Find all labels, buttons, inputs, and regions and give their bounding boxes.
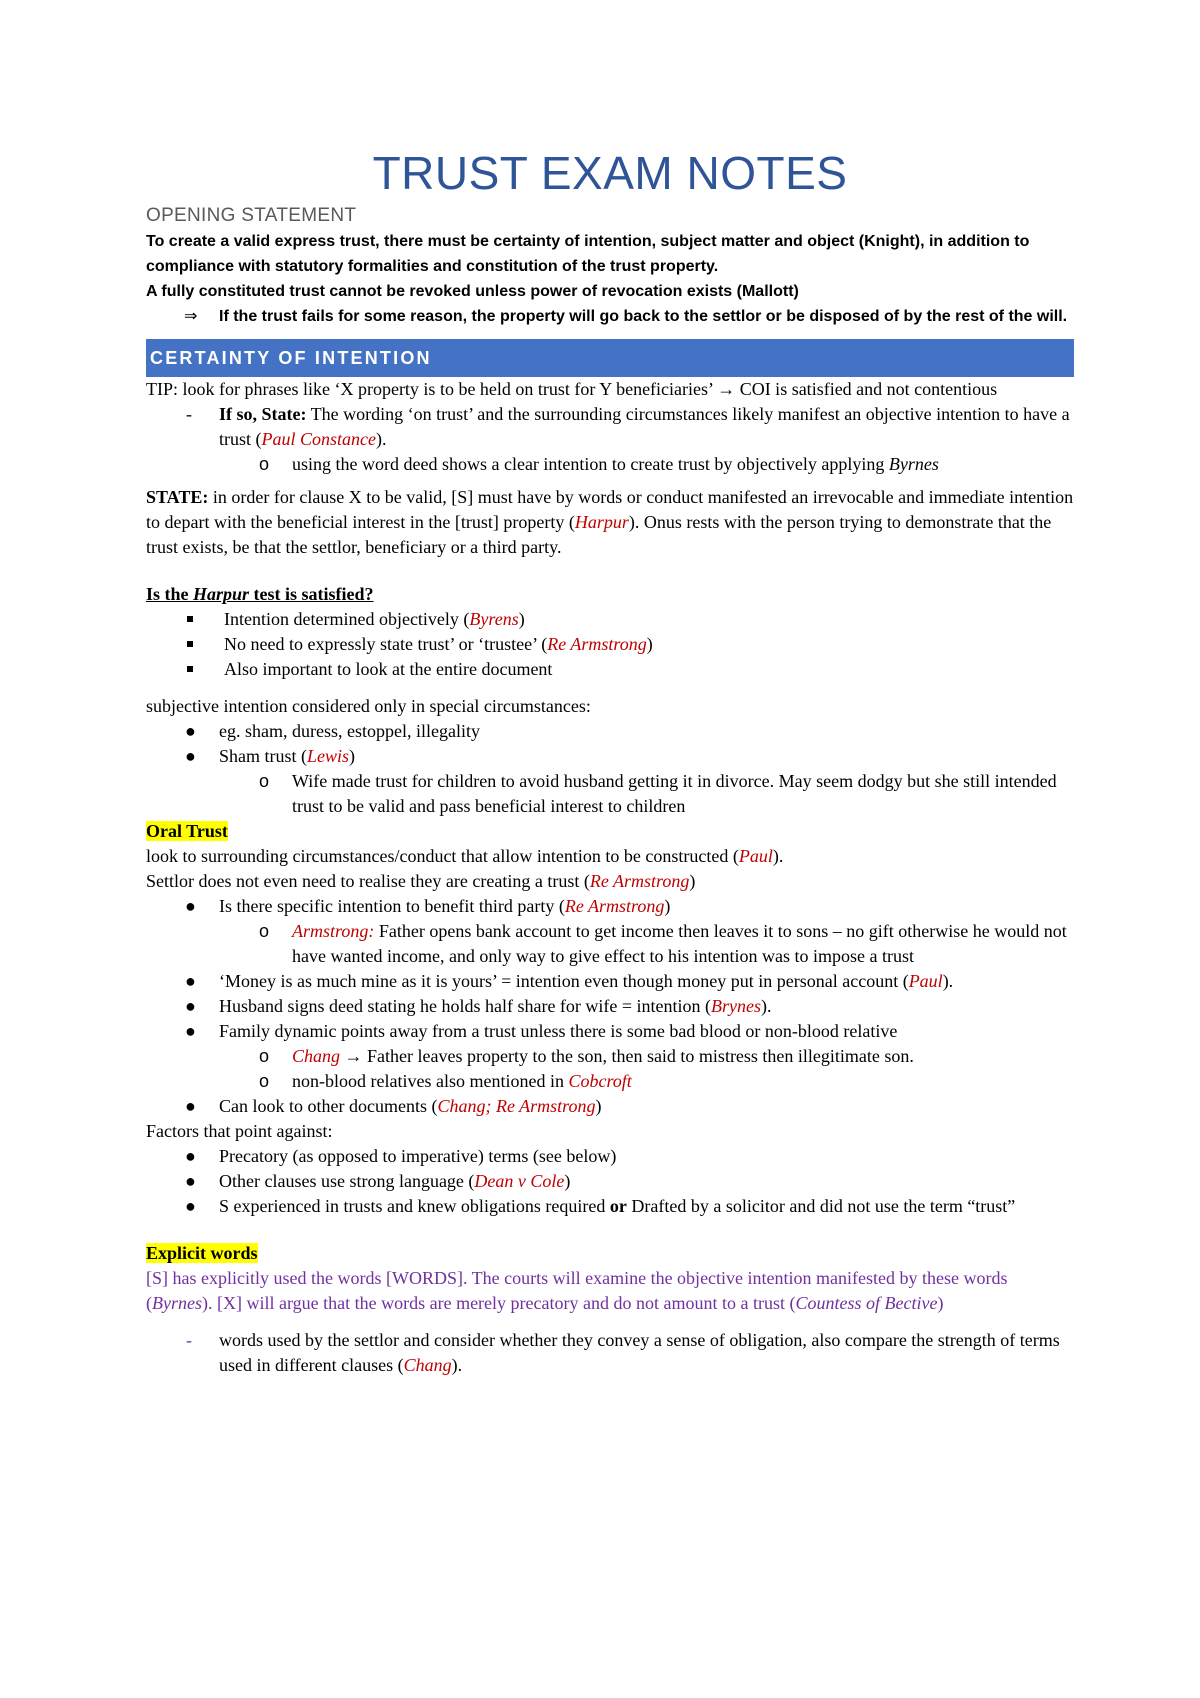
tip-text-end: COI is satisfied and not contentious	[735, 379, 998, 399]
explicit-list	[146, 1328, 1074, 1378]
sub-bullet-marker: o	[259, 771, 270, 791]
document-content	[146, 145, 1074, 1378]
list-item	[146, 769, 1074, 819]
list-item-text: No need to expressly state trust’ or ‘trustee’ (	[224, 634, 548, 654]
bullet-marker: ●	[185, 1171, 196, 1191]
list-item	[146, 994, 1074, 1019]
list-item-text-end: ).	[942, 971, 954, 991]
list-item-text-end: )	[595, 1096, 602, 1116]
section-heading-certainty-of-intention: CERTAINTY OF INTENTION	[146, 339, 1074, 377]
case-citation: Cobcroft	[568, 1071, 632, 1091]
list-item-text: ‘Money is as much mine as it is yours’ = intention even though money put in personal account (	[219, 971, 909, 991]
list-item-text-end: ).	[451, 1355, 463, 1375]
bullet-marker: ●	[185, 1096, 196, 1116]
state-text: in order for clause X to be valid, [S] must have by words or conduct manifested an irrevocable and immediate intention to depart with the beneficial interest in the [trust] property (	[146, 487, 1074, 532]
list-item	[146, 1144, 1074, 1169]
or-emphasis: or	[609, 1196, 627, 1216]
case-citation: Harpur	[193, 584, 250, 604]
bullet-marker: ●	[185, 746, 196, 766]
case-citation: Lewis	[307, 746, 350, 766]
harpur-list	[146, 607, 1074, 682]
explicit-words-paragraph	[146, 1266, 1074, 1316]
list-item-text: Sham trust (	[219, 746, 307, 766]
oral-text-end: )	[689, 871, 696, 891]
harpur-question-end: test is satisfied?	[249, 584, 374, 604]
explicit-words-heading: Explicit words	[146, 1243, 258, 1263]
page-title: TRUST EXAM NOTES	[372, 147, 848, 199]
sub-bullet-marker: o	[259, 921, 270, 941]
list-item-text: non-blood relatives also mentioned in	[292, 1071, 569, 1091]
opening-line-1: To create a valid express trust, there must be certainty of intention, subject matter and object (Knight), in addition to compliance with statutory formalities and constitution of the trust property.	[146, 233, 1030, 275]
oral-line-1	[146, 844, 1074, 869]
list-item-text: Precatory (as opposed to imperative) terms (see below)	[219, 1146, 617, 1166]
case-citation: Paul Constance	[261, 429, 376, 449]
dash-marker: -	[186, 1330, 192, 1350]
case-citation: Byrens	[469, 609, 519, 629]
if-so-list	[146, 402, 1074, 477]
square-bullet-icon	[187, 641, 193, 647]
list-item-text-end: )	[664, 896, 671, 916]
case-citation: Harpur	[574, 512, 629, 532]
case-citation: Byrnes	[152, 1293, 202, 1313]
list-item	[146, 919, 1074, 969]
explicit-text-end: )	[937, 1293, 944, 1313]
state-paragraph	[146, 485, 1074, 560]
explicit-text: [S] has explicitly used the words [WORDS]. The courts will examine the objective intention manifested by these words (	[146, 1268, 1008, 1313]
case-citation: Brynes	[711, 996, 762, 1016]
case-citation: Armstrong:	[292, 921, 375, 941]
bullet-marker: ●	[185, 896, 196, 916]
double-arrow-icon: ⇒	[184, 308, 198, 325]
bullet-marker: ●	[185, 1196, 196, 1216]
sub-bullet-marker: o	[259, 1071, 270, 1091]
sub-bullet-marker: o	[259, 1046, 270, 1066]
bullet-marker: ●	[185, 721, 196, 741]
list-item-text: words used by the settlor and consider whether they convey a sense of obligation, also compare the strength of terms used in different clauses (	[219, 1330, 1060, 1375]
opening-statement-heading: OPENING STATEMENT	[146, 205, 357, 226]
tip-text: TIP: look for phrases like ‘X property is to be held on trust for Y beneficiaries’	[146, 379, 718, 399]
list-item-text: S experienced in trusts and knew obligations required	[219, 1196, 610, 1216]
if-so-text: The wording ‘on trust’ and the surrounding circumstances likely manifest an objective intention to have a trust (	[219, 404, 1070, 449]
list-item-text-end: )	[349, 746, 356, 766]
list-item-text: Can look to other documents (	[219, 1096, 438, 1116]
opening-arrow-text: If the trust fails for some reason, the property will go back to the settlor or be disposed of by the rest of the will.	[219, 308, 1068, 325]
list-item	[146, 402, 1074, 452]
square-bullet-icon	[187, 616, 193, 622]
dash-marker: -	[186, 404, 192, 424]
list-item-text-end: )	[518, 609, 525, 629]
tip-paragraph	[146, 377, 1074, 402]
list-item-text: Other clauses use strong language (	[219, 1171, 475, 1191]
right-arrow-icon: →	[344, 1046, 363, 1066]
list-item-text: Father opens bank account to get income then leaves it to sons – no gift otherwise he would not have wanted income, and only way to give effect to his intention was to impose a trust	[292, 921, 1067, 966]
list-item-text: Also important to look at the entire document	[224, 659, 553, 679]
explicit-words-heading-line	[146, 1241, 1074, 1266]
list-item-text: eg. sham, duress, estoppel, illegality	[219, 721, 480, 741]
square-bullet-icon	[187, 666, 193, 672]
state-text-end: ). Onus rests with the person trying to demonstrate that the trust exists, be that the settlor, beneficiary or a third party.	[146, 512, 1052, 557]
list-item	[146, 1044, 1074, 1069]
list-item	[146, 452, 1074, 477]
opening-line-2: A fully constituted trust cannot be revoked unless power of revocation exists (Mallott)	[146, 283, 799, 300]
right-arrow-icon: →	[717, 379, 736, 399]
list-item	[146, 1019, 1074, 1044]
list-item-text: Family dynamic points away from a trust unless there is some bad blood or non-blood relative	[219, 1021, 898, 1041]
oral-line-2	[146, 869, 1074, 894]
if-so-label: If so, State:	[219, 404, 307, 424]
list-item-text: Father leaves property to the son, then said to mistress then illegitimate son.	[362, 1046, 914, 1066]
if-so-text-end: ).	[376, 429, 387, 449]
oral-trust-heading: Oral Trust	[146, 821, 228, 841]
list-item	[146, 969, 1074, 994]
list-item	[146, 744, 1074, 769]
bullet-marker: ●	[185, 1146, 196, 1166]
explicit-text-mid: ). [X] will argue that the words are merely precatory and do not amount to a trust (	[201, 1293, 796, 1313]
list-item	[146, 1194, 1074, 1219]
list-item-text-end: ).	[761, 996, 772, 1016]
list-item-text: Intention determined objectively (	[224, 609, 470, 629]
state-label: STATE:	[146, 487, 209, 507]
case-citation: Countess of Bective	[795, 1293, 938, 1313]
harpur-question	[146, 582, 1074, 607]
list-item	[146, 894, 1074, 919]
list-item	[146, 1069, 1074, 1094]
list-item-text-end: Drafted by a solicitor and did not use the term “trust”	[626, 1196, 1016, 1216]
list-item	[146, 657, 1074, 682]
case-citation: Byrnes	[888, 454, 939, 474]
list-item	[146, 1169, 1074, 1194]
bullet-marker: ●	[185, 996, 196, 1016]
case-citation: Paul	[738, 846, 773, 866]
list-item-text-end: )	[646, 634, 653, 654]
opening-arrow-item	[146, 304, 1074, 329]
case-citation: Re Armstrong	[589, 871, 690, 891]
oral-trust-heading-line	[146, 819, 1074, 844]
list-item-text: Husband signs deed stating he holds half share for wife = intention (	[219, 996, 712, 1016]
case-citation: Chang	[403, 1355, 452, 1375]
against-intro: Factors that point against:	[146, 1121, 333, 1141]
list-item-text-end: )	[564, 1171, 571, 1191]
bullet-marker: ●	[185, 1021, 196, 1041]
case-citation: Paul	[908, 971, 943, 991]
list-item	[146, 719, 1074, 744]
list-item	[146, 1328, 1074, 1378]
case-citation: Chang	[292, 1046, 341, 1066]
harpur-question-text: Is the	[146, 584, 194, 604]
list-item-text: Is there specific intention to benefit third party (	[219, 896, 565, 916]
sub-bullet-marker: o	[259, 454, 270, 474]
if-so-sub-text: using the word deed shows a clear intention to create trust by objectively applying	[292, 454, 889, 474]
bullet-marker: ●	[185, 971, 196, 991]
case-citation: Re Armstrong	[564, 896, 665, 916]
list-item	[146, 1094, 1074, 1119]
list-item-text: Wife made trust for children to avoid husband getting it in divorce. May seem dodgy but she still intended trust to be valid and pass beneficial interest to children	[292, 771, 1057, 816]
case-citation: Re Armstrong	[547, 634, 647, 654]
subjective-intro: subjective intention considered only in special circumstances:	[146, 696, 591, 716]
list-item	[146, 632, 1074, 657]
case-citation: Dean v Cole	[474, 1171, 565, 1191]
case-citation: Chang; Re Armstrong	[437, 1096, 596, 1116]
subjective-list	[146, 719, 1074, 819]
oral-text: look to surrounding circumstances/conduct that allow intention to be constructed (	[146, 846, 739, 866]
oral-list	[146, 894, 1074, 1119]
oral-text-end: ).	[772, 846, 784, 866]
against-list	[146, 1144, 1074, 1219]
oral-text: Settlor does not even need to realise they are creating a trust (	[146, 871, 590, 891]
list-item	[146, 607, 1074, 632]
